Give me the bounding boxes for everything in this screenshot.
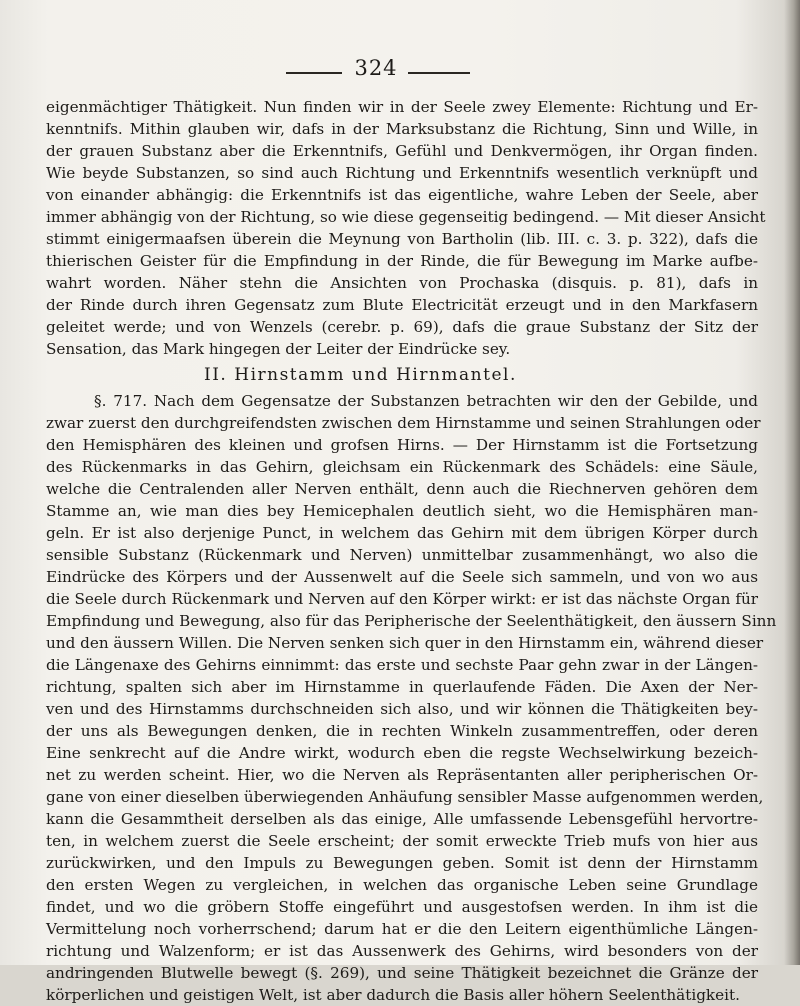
text-line: den Hemisphären des kleinen und grofsen Hirns. — Der Hirnstamm ist die Fortsetzung (46, 436, 758, 454)
text-line: kann die Gesammtheit derselben als das einige, Alle umfassende Lebensgefühl hervortre- (46, 810, 758, 828)
text-line: Stamme an, wie man dies bey Hemicephalen deutlich sieht, wo die Hemisphären man- (46, 502, 758, 520)
text-line: gane von einer dieselben überwiegenden Anhäufung sensibler Masse aufgenommen werden, (46, 788, 764, 806)
text-line: Eindrücke des Körpers und der Aussenwelt auf die Seele sich sammeln, und von wo aus (46, 568, 758, 586)
text-line: zurückwirken, und den Impuls zu Bewegungen geben. Somit ist denn der Hirnstamm (46, 854, 758, 872)
text-line: die Seele durch Rückenmark und Nerven auf den Körper wirkt: er ist das nächste Organ für (46, 590, 758, 608)
section-heading: II. Hirnstamm und Hirnmantel. (204, 365, 517, 385)
page-number: 324 (354, 56, 398, 80)
text-line: andringenden Blutwelle bewegt (§. 269), und seine Thätigkeit bezeichnet die Gränze der (46, 964, 758, 982)
text-line: des Rückenmarks in das Gehirn, gleichsam ein Rückenmark des Schädels: eine Säule, (46, 458, 758, 476)
text-line: ven und des Hirnstamms durchschneiden sich also, und wir können die Thätigkeiten bey- (46, 700, 758, 718)
text-line: immer abhängig von der Richtung, so wie diese gegenseitig bedingend. — Mit dieser Ansicht (46, 208, 766, 226)
header-rule-left (286, 72, 342, 74)
text-line: ten, in welchem zuerst die Seele erscheint; der somit erweckte Trieb mufs von hier aus (46, 832, 758, 850)
text-line: und den äussern Willen. Die Nerven senken sich quer in den Hirnstamm ein, während dieser (46, 634, 764, 652)
text-line: der Rinde durch ihren Gegensatz zum Blute Electricität erzeugt und in den Markfasern (46, 296, 758, 314)
text-line: Sensation, das Mark hingegen der Leiter der Eindrücke sey. (46, 340, 511, 358)
text-line: wahrt worden. Näher stehn die Ansichten von Prochaska (disquis. p. 81), dafs in (46, 274, 758, 292)
text-line: zwar zuerst den durchgreifendsten zwischen dem Hirnstamme und seinen Strahlungen oder (46, 414, 761, 432)
text-line: eigenmächtiger Thätigkeit. Nun finden wir in der Seele zwey Elemente: Richtung und Er- (46, 98, 758, 116)
text-line: net zu werden scheint. Hier, wo die Nerven als Repräsentanten aller peripherischen Or- (46, 766, 758, 784)
text-line: der grauen Substanz aber die Erkenntnifs, Gefühl und Denkvermögen, ihr Organ finden. (46, 142, 758, 160)
text-line: geleitet werde; und von Wenzels (cerebr. p. 69), dafs die graue Substanz der Sitz der (46, 318, 758, 336)
text-line: richtung, spalten sich aber im Hirnstamme in querlaufende Fäden. Die Axen der Ner- (46, 678, 758, 696)
text-line: körperlichen und geistigen Welt, ist aber dadurch die Basis aller höhern Seelenthätigkeit. (46, 986, 740, 1004)
text-line: stimmt einigermaafsen überein die Meynung von Bartholin (lib. III. c. 3. p. 322), dafs die (46, 230, 758, 248)
text-line: die Längenaxe des Gehirns einnimmt: das erste und sechste Paar gehn zwar in der Längen- (46, 656, 758, 674)
text-line: geln. Er ist also derjenige Punct, in welchem das Gehirn mit dem übrigen Körper durch (46, 524, 758, 542)
text-line: Eine senkrecht auf die Andre wirkt, wodurch eben die regste Wechselwirkung bezeich- (46, 744, 758, 762)
text-line: findet, und wo die gröbern Stoffe eingeführt und ausgestofsen werden. In ihm ist die (46, 898, 758, 916)
page-body (46, 96, 777, 1006)
text-line: den ersten Wegen zu vergleichen, in welchen das organische Leben seine Grundlage (46, 876, 758, 894)
header-rule-right (408, 72, 470, 74)
text-line: von einander abhängig: die Erkenntnifs ist das eigentliche, wahre Leben der Seele, aber (46, 186, 758, 204)
text-line: kenntnifs. Mithin glauben wir, dafs in der Marksubstanz die Richtung, Sinn und Wille, in (46, 120, 758, 138)
text-line: welche die Centralenden aller Nerven enthält, denn auch die Riechnerven gehören dem (46, 480, 758, 498)
text-line: Empfindung und Bewegung, also für das Peripherische der Seelenthätigkeit, den äussern Sinn (46, 612, 777, 630)
page-edge-shadow (784, 0, 800, 965)
text-line: thierischen Geister für die Empfindung in der Rinde, die für Bewegung im Marke aufbe- (46, 252, 758, 270)
text-line: Wie beyde Substanzen, so sind auch Richtung und Erkenntnifs wesentlich verknüpft und (46, 164, 758, 182)
text-line: §. 717. Nach dem Gegensatze der Substanzen betrachten wir den der Gebilde, und (94, 392, 758, 410)
text-line: der uns als Bewegungen denken, die in rechten Winkeln zusammentreffen, oder deren (46, 722, 758, 740)
paragraph-1 (46, 96, 766, 360)
page-header (0, 54, 800, 84)
text-line: richtung und Walzenform; er ist das Aussenwerk des Gehirns, wird besonders von der (46, 942, 758, 960)
text-line: Vermittelung noch vorherrschend; darum hat er die den Leitern eigenthümliche Längen- (46, 920, 758, 938)
paragraph-2 (46, 390, 777, 1006)
text-line: sensible Substanz (Rückenmark und Nerven) unmittelbar zusammenhängt, wo also die (46, 546, 758, 564)
